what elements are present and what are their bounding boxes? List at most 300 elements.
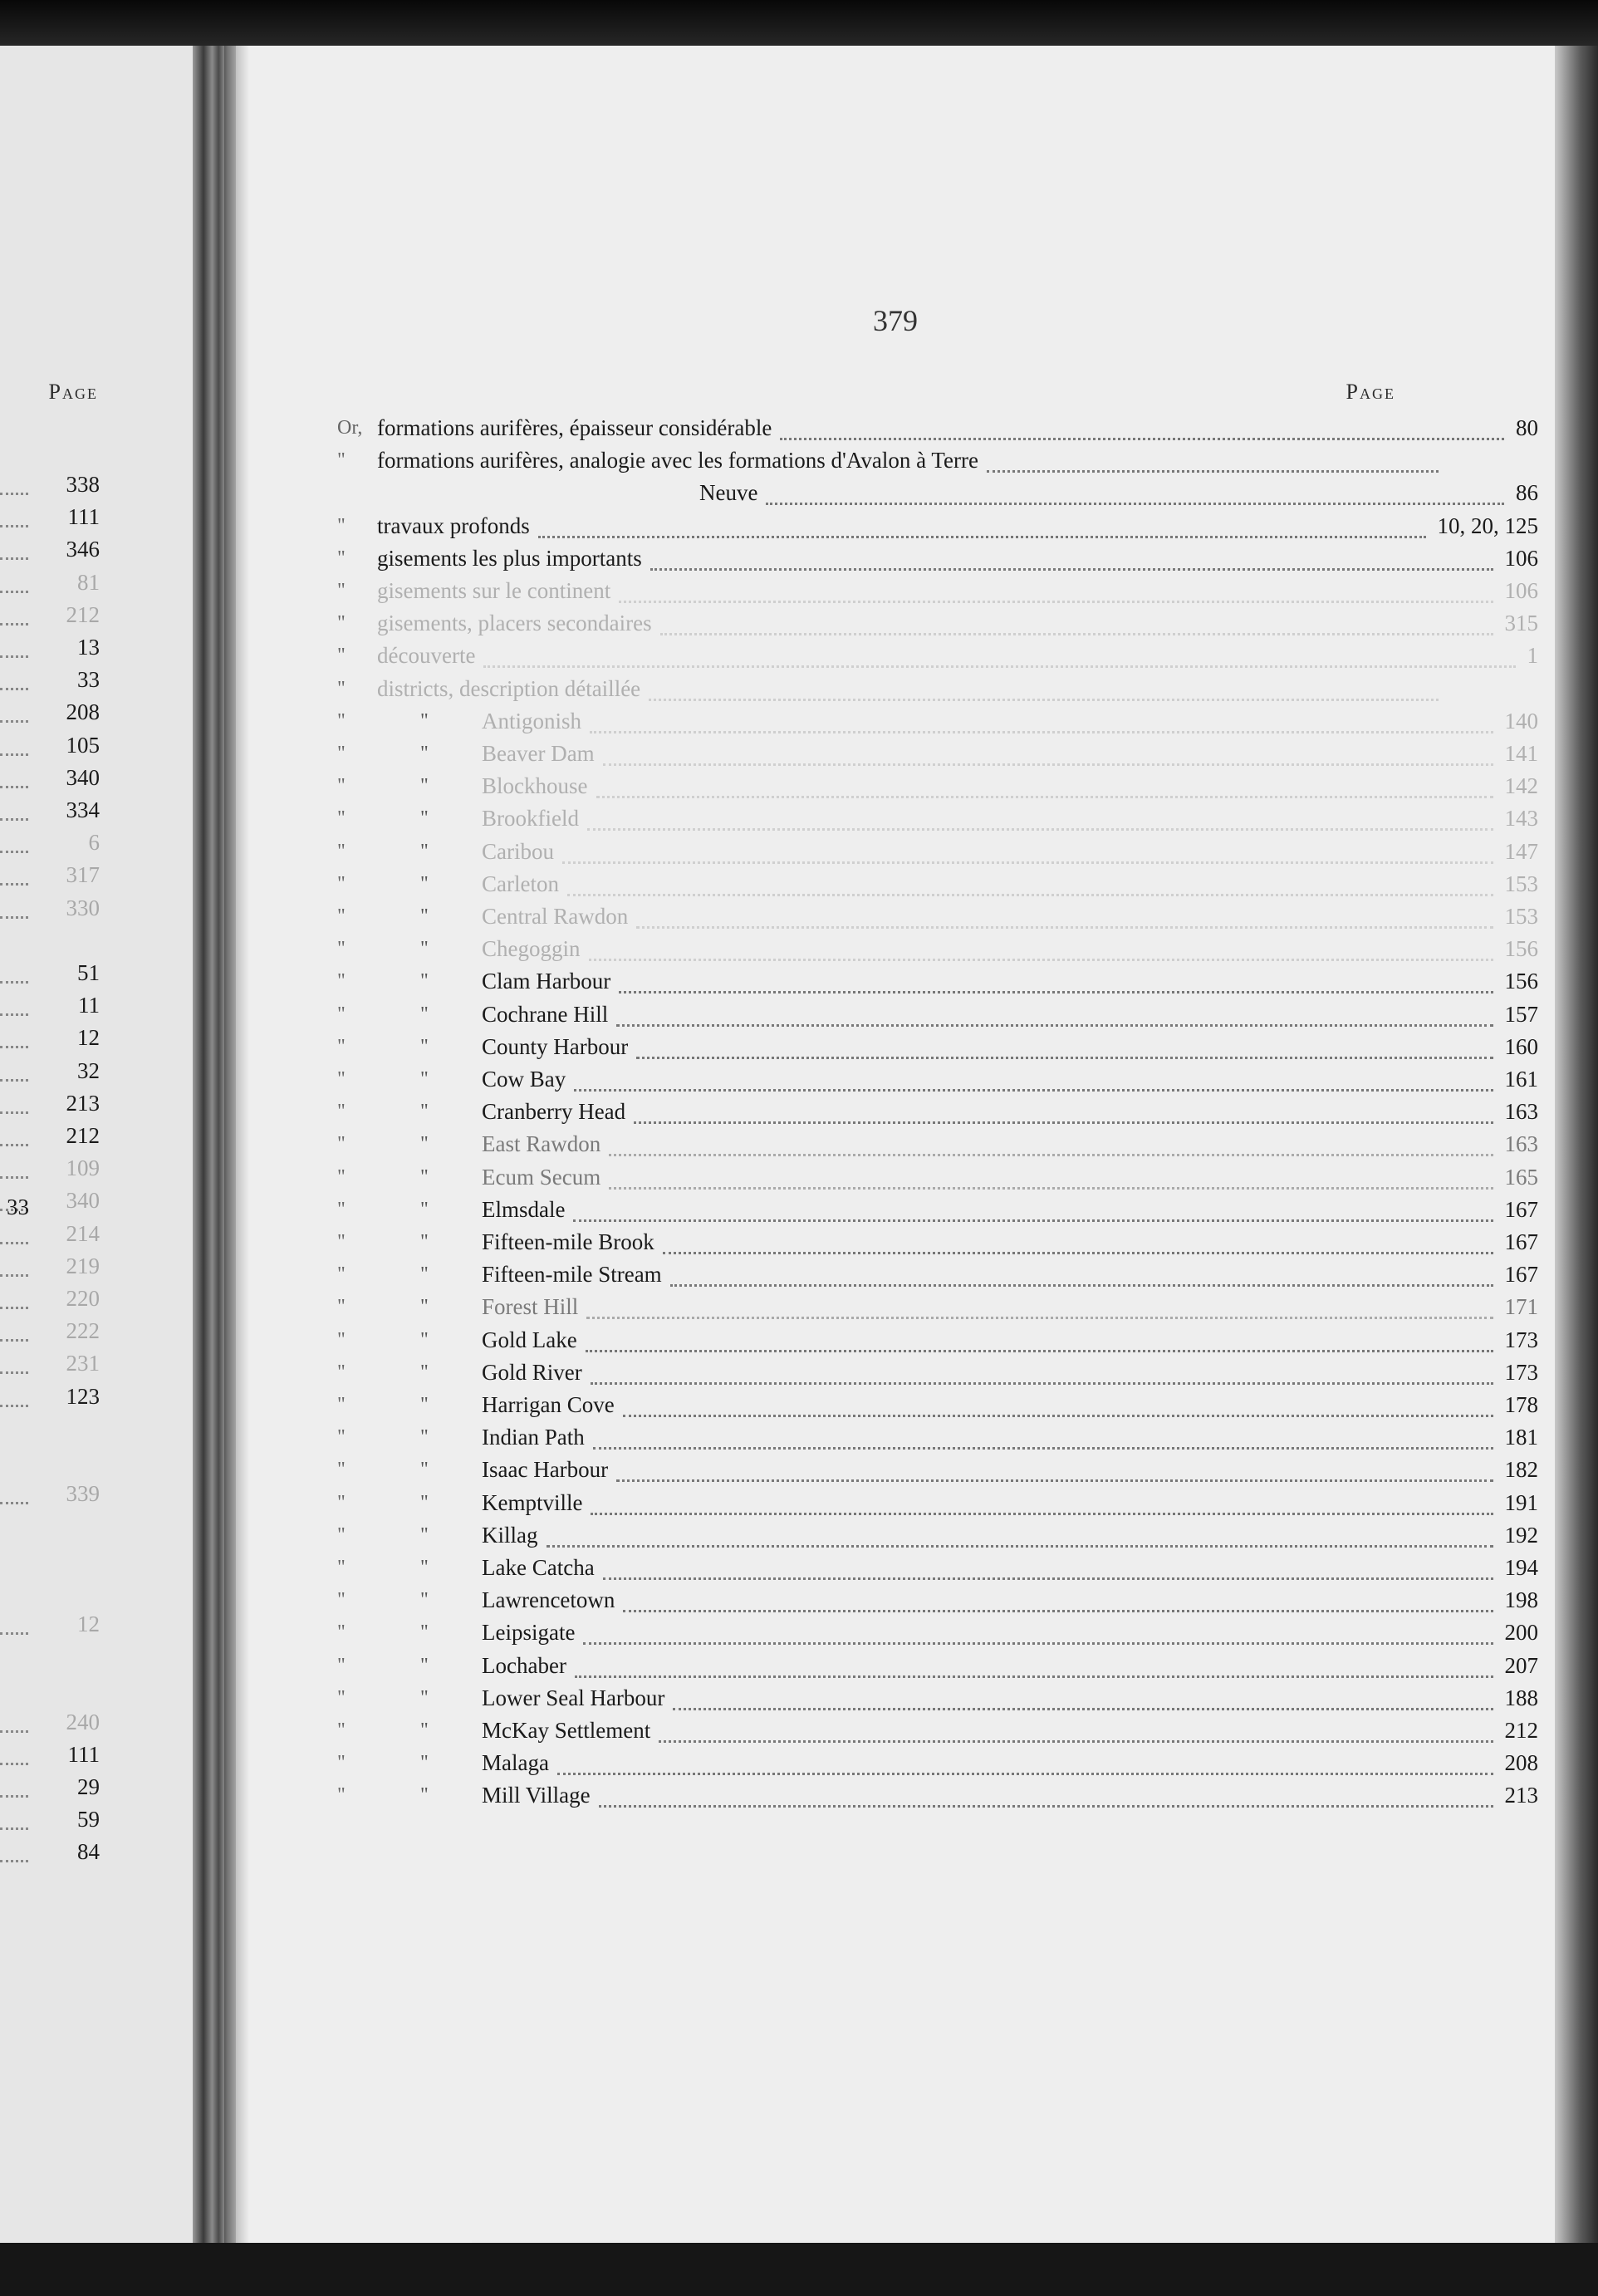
ditto-mark: " xyxy=(337,1068,346,1090)
ditto-mark: " xyxy=(337,1394,346,1415)
dot-leader xyxy=(987,469,1439,473)
facing-page-number: 32 xyxy=(77,1057,100,1083)
ditto-mark: " xyxy=(337,580,346,601)
dot-leader xyxy=(634,1120,1493,1124)
entry-label: formations aurifères, analogie avec les formations d'Avalon à Terre xyxy=(377,448,978,473)
facing-dot-leader xyxy=(0,1337,28,1342)
index-entry xyxy=(236,509,1555,542)
entry-page-ref: 167 xyxy=(1504,1262,1538,1288)
index-page xyxy=(236,46,1555,2243)
ditto-mark: " xyxy=(337,905,346,927)
facing-dot-leader xyxy=(0,1110,28,1114)
ditto-mark: " xyxy=(337,1589,346,1612)
entry-page-ref: 142 xyxy=(1504,773,1538,799)
entry-label: gisements les plus importants xyxy=(377,545,642,571)
facing-dot-leader xyxy=(0,1826,28,1830)
index-entry xyxy=(236,1420,1555,1454)
dot-leader xyxy=(616,1023,1493,1027)
dot-leader xyxy=(591,1511,1493,1515)
entry-page-ref: 167 xyxy=(1504,1229,1538,1254)
entry-label: McKay Settlement xyxy=(482,1718,651,1743)
ditto-mark: " xyxy=(420,938,429,960)
entry-label: districts, description détaillée xyxy=(377,675,641,701)
entry-label: Beaver Dam xyxy=(482,741,595,766)
ditto-mark: " xyxy=(337,645,346,667)
ditto-mark: " xyxy=(337,1165,346,1188)
dot-leader xyxy=(603,1576,1493,1580)
facing-dot-leader xyxy=(0,1403,28,1407)
facing-page-number: 212 xyxy=(66,1123,100,1148)
dot-leader xyxy=(609,1152,1493,1156)
facing-page-number: 33 xyxy=(77,667,100,693)
facing-page-number: 222 xyxy=(66,1318,100,1344)
facing-page-number: 109 xyxy=(66,1155,100,1181)
dot-leader xyxy=(780,436,1504,440)
entry-page-ref: 198 xyxy=(1504,1587,1538,1613)
facing-page-number: 12 xyxy=(77,1612,100,1636)
ditto-mark: " xyxy=(420,1752,429,1774)
facing-dot-leader xyxy=(0,1240,28,1244)
facing-dot-leader xyxy=(0,784,28,788)
dot-leader xyxy=(589,957,1493,961)
index-entry xyxy=(236,737,1555,770)
ditto-mark: " xyxy=(420,1491,429,1513)
dot-leader xyxy=(583,1641,1493,1645)
index-entry xyxy=(236,476,1555,509)
facing-page-number: 240 xyxy=(66,1709,100,1734)
dot-leader xyxy=(673,1706,1493,1710)
dot-leader xyxy=(599,1803,1493,1808)
facing-page-number: 214 xyxy=(66,1220,100,1246)
entry-page-ref: 192 xyxy=(1504,1522,1538,1548)
entry-page-ref: 156 xyxy=(1504,969,1538,994)
entry-page-ref: 143 xyxy=(1504,806,1538,832)
facing-page-number: 220 xyxy=(66,1286,100,1311)
dot-leader xyxy=(603,762,1493,766)
ditto-mark: " xyxy=(337,514,346,537)
index-entry xyxy=(236,1290,1555,1323)
ditto-mark: " xyxy=(420,970,429,993)
entry-label: Ecum Secum xyxy=(482,1164,601,1190)
ditto-mark: " xyxy=(420,1589,429,1612)
dot-leader xyxy=(649,697,1439,701)
entry-label: formations aurifères, épaisseur considérable xyxy=(377,415,772,440)
dot-leader xyxy=(660,631,1493,635)
facing-dot-leader xyxy=(0,556,28,560)
dot-leader xyxy=(623,1608,1493,1612)
ditto-mark: " xyxy=(337,807,346,830)
ditto-mark: " xyxy=(337,1101,346,1123)
ditto-mark: " xyxy=(420,1165,429,1188)
facing-page-number: 11 xyxy=(78,993,100,1018)
entry-label: Mill Village xyxy=(482,1783,591,1808)
entry-label: gisements, placers secondaires xyxy=(377,611,652,636)
ditto-mark: " xyxy=(337,1621,346,1644)
index-entry xyxy=(236,1778,1555,1812)
index-entry xyxy=(236,411,1555,444)
index-entry xyxy=(236,1649,1555,1682)
index-entry xyxy=(236,444,1555,477)
ditto-mark: " xyxy=(337,547,346,569)
ditto-mark: " xyxy=(420,1231,429,1253)
dot-leader xyxy=(574,1087,1493,1092)
page-edge xyxy=(1555,46,1598,2243)
index-entries xyxy=(236,46,1555,2243)
facing-page-number: 334 xyxy=(66,797,100,822)
entry-label: Cochrane Hill xyxy=(482,1001,609,1027)
index-entry xyxy=(236,932,1555,965)
facing-dot-leader xyxy=(0,719,28,723)
dot-leader xyxy=(619,599,1493,603)
entry-label: Clam Harbour xyxy=(482,969,611,994)
index-entry xyxy=(236,1681,1555,1715)
ditto-mark: " xyxy=(420,1133,429,1155)
ditto-mark: Or, xyxy=(337,417,363,439)
facing-page-number: 213 xyxy=(66,1090,100,1116)
index-entry xyxy=(236,1062,1555,1096)
facing-page-number: 111 xyxy=(67,504,100,530)
ditto-mark: " xyxy=(337,1752,346,1774)
dot-leader xyxy=(766,501,1504,505)
entry-label: Forest Hill xyxy=(482,1294,579,1320)
facing-page-number: 231 xyxy=(66,1351,100,1376)
entry-label: Brookfield xyxy=(482,806,579,832)
ditto-mark: " xyxy=(420,1784,429,1807)
facing-page-number: 340 xyxy=(66,1188,100,1214)
entry-page-ref: 171 xyxy=(1504,1294,1538,1320)
dot-leader xyxy=(636,1055,1493,1059)
ditto-mark: " xyxy=(420,1198,429,1220)
entry-label: East Rawdon xyxy=(482,1131,601,1157)
entry-label: gisements sur le continent xyxy=(377,578,611,603)
entry-label: travaux profonds xyxy=(377,513,530,538)
ditto-mark: " xyxy=(420,1035,429,1057)
index-entry xyxy=(236,1453,1555,1486)
facing-page-number: 12 xyxy=(77,1025,100,1051)
entry-label: Lake Catcha xyxy=(482,1555,595,1580)
entry-page-ref: 153 xyxy=(1504,871,1538,896)
facing-dot-leader xyxy=(0,817,28,821)
dot-leader xyxy=(593,1445,1493,1450)
ditto-mark: " xyxy=(420,905,429,927)
facing-dot-leader xyxy=(0,523,28,527)
index-entry xyxy=(236,1095,1555,1128)
entry-label: Gold Lake xyxy=(482,1327,577,1352)
dot-leader xyxy=(616,1478,1493,1482)
entry-page-ref: 141 xyxy=(1504,741,1538,766)
ditto-mark: " xyxy=(420,1426,429,1449)
entry-page-ref: 153 xyxy=(1504,904,1538,929)
index-entry xyxy=(236,769,1555,802)
index-entry xyxy=(236,1746,1555,1779)
entry-label: Blockhouse xyxy=(482,773,588,799)
index-entry xyxy=(236,1583,1555,1617)
ditto-mark: " xyxy=(337,1557,346,1578)
entry-page-ref: 163 xyxy=(1504,1131,1538,1157)
ditto-mark: " xyxy=(420,1720,429,1741)
ditto-mark: " xyxy=(337,449,346,472)
dot-leader xyxy=(573,1218,1493,1222)
entry-page-ref: 157 xyxy=(1504,1001,1538,1027)
index-entry xyxy=(236,1193,1555,1226)
facing-dot-leader xyxy=(0,1077,28,1082)
entry-label: découverte xyxy=(377,643,476,669)
page-column-header: Page xyxy=(1346,380,1395,404)
ditto-mark: " xyxy=(420,1459,429,1481)
facing-dot-leader xyxy=(0,1044,28,1048)
facing-page-number: 339 xyxy=(66,1481,100,1507)
entry-page-ref: 160 xyxy=(1504,1033,1538,1059)
facing-dot-leader xyxy=(0,1273,28,1277)
index-entry xyxy=(236,1551,1555,1584)
dot-leader xyxy=(670,1283,1493,1287)
index-entry xyxy=(236,1160,1555,1194)
dot-leader xyxy=(586,1315,1493,1319)
ditto-mark: " xyxy=(420,1621,429,1644)
entry-label: Harrigan Cove xyxy=(482,1392,615,1417)
ditto-mark: " xyxy=(337,677,346,699)
index-entry xyxy=(236,704,1555,738)
entry-page-ref: 10, 20, 125 xyxy=(1437,513,1538,538)
facing-dot-leader xyxy=(0,1500,28,1504)
index-entry xyxy=(236,835,1555,868)
gutter-shadow xyxy=(224,46,249,2243)
ditto-mark: " xyxy=(337,1263,346,1286)
entry-page-ref: 315 xyxy=(1504,611,1538,636)
facing-page-number: 29 xyxy=(77,1774,100,1799)
entry-page-ref: 161 xyxy=(1504,1067,1538,1092)
entry-label: Lower Seal Harbour xyxy=(482,1685,665,1710)
entry-page-ref: 147 xyxy=(1504,838,1538,864)
ditto-mark: " xyxy=(420,1654,429,1676)
facing-dot-leader xyxy=(0,979,28,984)
entry-label: Fifteen-mile Stream xyxy=(482,1262,662,1288)
dot-leader xyxy=(587,827,1493,831)
entry-page-ref: 106 xyxy=(1504,545,1538,571)
ditto-mark: " xyxy=(420,1003,429,1025)
index-entry xyxy=(236,1388,1555,1421)
facing-dot-leader xyxy=(0,1305,28,1309)
index-entry xyxy=(236,1486,1555,1519)
ditto-mark: " xyxy=(337,1523,346,1546)
entry-label: Antigonish xyxy=(482,708,582,733)
entry-label: Carleton xyxy=(482,871,559,896)
ditto-mark: " xyxy=(337,1720,346,1741)
facing-dot-leader xyxy=(0,1142,28,1146)
entry-label: Indian Path xyxy=(482,1425,585,1450)
entry-page-ref: 86 xyxy=(1516,480,1538,506)
facing-page-number: 219 xyxy=(66,1253,100,1278)
ditto-mark: " xyxy=(337,1491,346,1513)
entry-label: Cranberry Head xyxy=(482,1099,626,1125)
dot-leader xyxy=(659,1739,1493,1743)
facing-page-number: 346 xyxy=(66,537,100,562)
dot-leader xyxy=(590,729,1493,733)
entry-label: Killag xyxy=(482,1522,538,1548)
ditto-mark: " xyxy=(420,1263,429,1286)
facing-page-number: 51 xyxy=(77,960,100,985)
entry-label: Lochaber xyxy=(482,1652,566,1678)
ditto-mark: " xyxy=(337,1361,346,1383)
entry-page-ref: 167 xyxy=(1504,1196,1538,1222)
dot-leader xyxy=(663,1250,1493,1254)
facing-dot-leader xyxy=(0,1858,28,1862)
index-entry xyxy=(236,1127,1555,1160)
dot-leader xyxy=(596,794,1493,798)
ditto-mark: " xyxy=(420,1523,429,1546)
facing-dot-leader xyxy=(0,752,28,756)
facing-page-number: 111 xyxy=(67,1741,100,1767)
entry-page-ref: 140 xyxy=(1504,708,1538,733)
facing-page-number: 105 xyxy=(66,732,100,758)
entry-page-ref: 1 xyxy=(1527,643,1538,669)
entry-page-ref: 165 xyxy=(1504,1164,1538,1190)
entry-page-ref: 181 xyxy=(1504,1425,1538,1450)
entry-label: Lawrencetown xyxy=(482,1587,615,1613)
entry-page-ref: 163 xyxy=(1504,1099,1538,1125)
ditto-mark: " xyxy=(420,1328,429,1351)
index-entry xyxy=(236,672,1555,705)
facing-dot-leader xyxy=(0,1012,28,1016)
facing-dot-leader xyxy=(0,1761,28,1765)
ditto-mark: " xyxy=(420,709,429,732)
facing-page xyxy=(0,46,198,2243)
entry-page-ref: 178 xyxy=(1504,1392,1538,1417)
facing-page-number: 84 xyxy=(77,1839,100,1865)
ditto-mark: " xyxy=(420,1296,429,1318)
ditto-mark: " xyxy=(420,1361,429,1383)
dot-leader xyxy=(567,892,1493,896)
index-entry xyxy=(236,1356,1555,1389)
facing-dot-leader xyxy=(0,621,28,626)
scan-border-top xyxy=(0,0,1598,46)
dot-leader xyxy=(623,1413,1493,1417)
dot-leader xyxy=(636,925,1493,929)
ditto-mark: " xyxy=(337,1003,346,1025)
index-entry xyxy=(236,1030,1555,1063)
ditto-mark: " xyxy=(337,1784,346,1807)
ditto-mark: " xyxy=(337,1686,346,1709)
index-entry xyxy=(236,606,1555,640)
dot-leader xyxy=(562,860,1493,864)
ditto-mark: " xyxy=(337,970,346,993)
facing-dot-leader xyxy=(0,1631,28,1635)
ditto-mark: " xyxy=(420,1394,429,1415)
facing-dot-leader xyxy=(0,849,28,853)
entry-page-ref: 212 xyxy=(1504,1718,1538,1743)
facing-page-number: 212 xyxy=(66,601,100,627)
entry-label: Chegoggin xyxy=(482,936,581,962)
facing-page-number: 338 xyxy=(66,472,100,497)
entry-page-ref: 182 xyxy=(1504,1457,1538,1483)
ditto-mark: " xyxy=(420,1686,429,1709)
facing-dot-leader xyxy=(0,1370,28,1374)
ditto-mark: " xyxy=(337,1328,346,1351)
ditto-mark: " xyxy=(420,872,429,895)
ditto-mark: " xyxy=(420,743,429,764)
scan-border-bottom xyxy=(0,2243,1598,2296)
index-entry xyxy=(236,1518,1555,1552)
ditto-mark: " xyxy=(337,840,346,862)
ditto-mark: " xyxy=(420,840,429,862)
dot-leader xyxy=(619,989,1493,993)
facing-dot-leader xyxy=(0,1729,28,1733)
index-entry xyxy=(236,1225,1555,1258)
ditto-mark: " xyxy=(337,1459,346,1481)
ditto-mark: " xyxy=(337,1035,346,1057)
facing-dot-leader xyxy=(0,915,28,919)
dot-leader xyxy=(538,534,1426,538)
dot-leader xyxy=(575,1674,1493,1678)
facing-dot-leader xyxy=(0,589,28,593)
facing-dot-leader xyxy=(0,1175,28,1179)
facing-page-number: 59 xyxy=(77,1807,100,1832)
page-number: 379 xyxy=(873,304,918,337)
ditto-mark: " xyxy=(337,1198,346,1220)
index-entry xyxy=(236,900,1555,933)
facing-page-number: 81 xyxy=(77,569,100,595)
facing-dot-leader xyxy=(0,1793,28,1798)
entry-label: Malaga xyxy=(482,1750,549,1776)
dot-leader xyxy=(483,664,1516,668)
facing-page-number: 330 xyxy=(66,895,100,920)
entry-page-ref: 156 xyxy=(1504,936,1538,962)
entry-label: County Harbour xyxy=(482,1033,629,1059)
entry-page-ref: 80 xyxy=(1516,415,1538,440)
ditto-mark: " xyxy=(337,1426,346,1449)
facing-page-number: 13 xyxy=(77,635,100,660)
index-entry xyxy=(236,998,1555,1031)
facing-dot-leader xyxy=(0,491,28,495)
ditto-mark: " xyxy=(337,1296,346,1318)
index-entry xyxy=(236,542,1555,575)
entry-label: Kemptville xyxy=(482,1489,583,1515)
entry-page-ref: 188 xyxy=(1504,1685,1538,1710)
dot-leader xyxy=(557,1771,1493,1775)
dot-leader xyxy=(650,567,1493,571)
ditto-mark: " xyxy=(337,1133,346,1155)
entry-page-ref: 207 xyxy=(1504,1652,1538,1678)
dot-leader xyxy=(547,1543,1493,1548)
dot-leader xyxy=(586,1348,1493,1352)
entry-label: Fifteen-mile Brook xyxy=(482,1229,654,1254)
facing-page-number: 340 xyxy=(66,764,100,790)
ditto-mark: " xyxy=(337,1231,346,1253)
facing-page-number: 6 xyxy=(88,830,100,856)
ditto-mark: " xyxy=(337,872,346,895)
entry-page-ref: 106 xyxy=(1504,578,1538,603)
facing-page-number: 123 xyxy=(66,1383,100,1409)
facing-page-number: 208 xyxy=(66,699,100,725)
index-entry xyxy=(236,964,1555,998)
dot-leader xyxy=(591,1381,1493,1385)
index-entry xyxy=(236,802,1555,835)
entry-page-ref: 191 xyxy=(1504,1489,1538,1515)
index-entry xyxy=(236,1616,1555,1649)
index-entry xyxy=(236,867,1555,900)
ditto-mark: " xyxy=(420,1101,429,1123)
facing-dot-leader xyxy=(0,881,28,886)
facing-dot-leader xyxy=(0,686,28,690)
entry-page-ref: 200 xyxy=(1504,1620,1538,1646)
entry-label: Elmsdale xyxy=(482,1196,566,1222)
entry-page-ref: 213 xyxy=(1504,1783,1538,1808)
ditto-mark: " xyxy=(337,612,346,635)
ditto-mark: " xyxy=(420,807,429,830)
entry-label: Cow Bay xyxy=(482,1067,566,1092)
index-entry xyxy=(236,639,1555,672)
index-entry xyxy=(236,1323,1555,1357)
